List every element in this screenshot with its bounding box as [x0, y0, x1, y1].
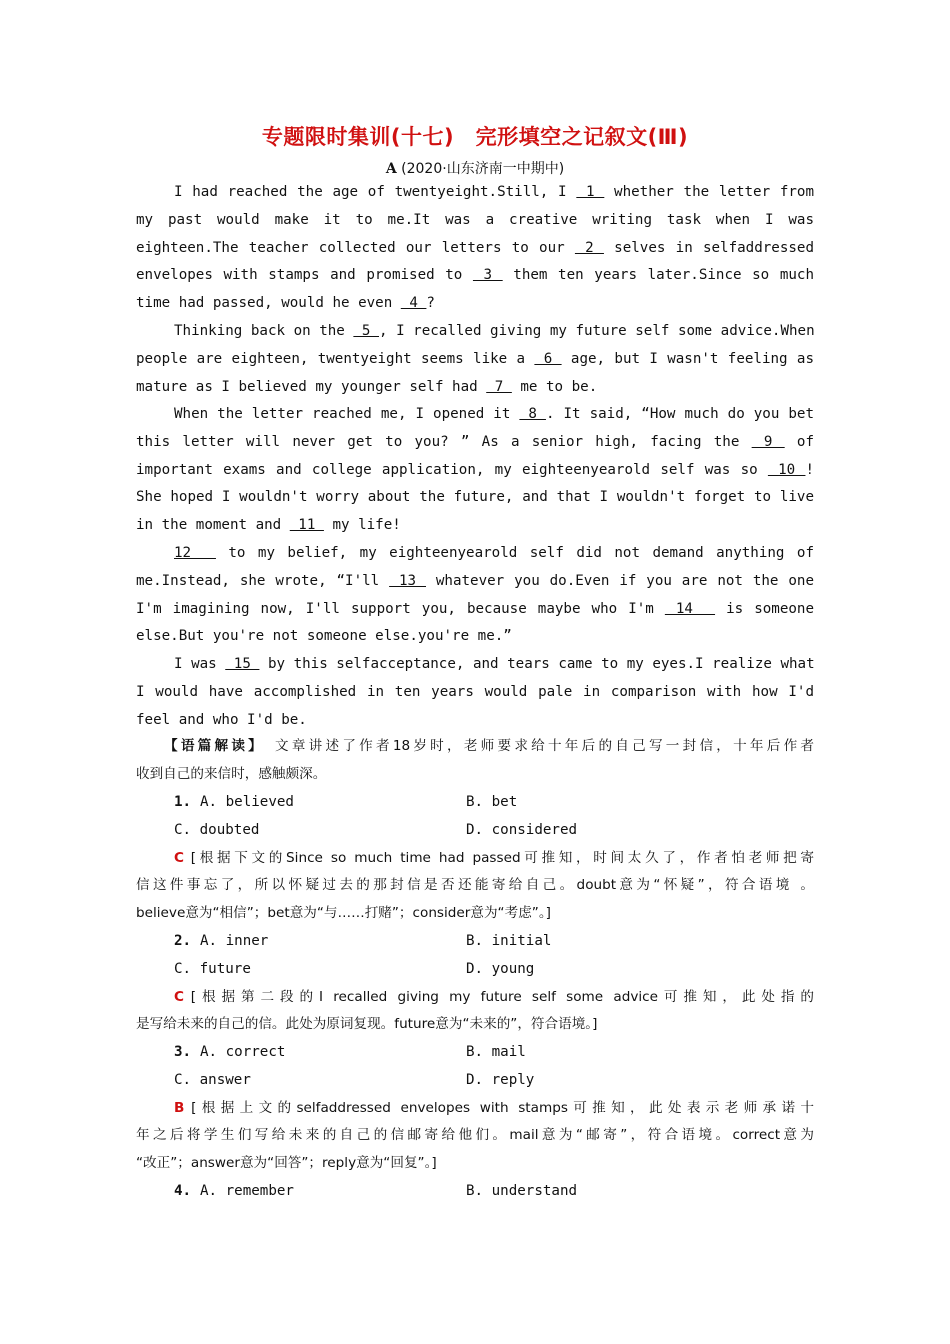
answer-letter: C	[174, 850, 184, 866]
option: D. reply	[466, 1071, 535, 1088]
blank-number: 11	[289, 517, 324, 533]
passage-p5-line-2: I would have accomplished in ten years would pale in comparison with how I'd	[136, 684, 814, 700]
blank-number: 13	[389, 573, 426, 589]
passage-source	[0, 158, 950, 178]
passage-source-text: (2020·山东济南一中期中)	[401, 161, 565, 177]
option: C. doubted	[174, 821, 260, 838]
option: B. mail	[466, 1044, 526, 1060]
explanation-line: “改正”；answer意为“回答”；reply意为“回复”。]	[136, 1155, 437, 1171]
analysis-label: 【语篇解读】	[164, 738, 265, 754]
passage-p2-line-2: people are eighteen, twentyeight seems like a 6 age, but I wasn't feeling as	[136, 351, 814, 367]
option: B. understand	[466, 1183, 578, 1199]
passage-p3-line-2: this letter will never get to you? ” As a senior high, facing the 9 of	[136, 434, 815, 450]
passage-p1-line-1: I had reached the age of twentyeight.Still, I 1 whether the letter from	[174, 184, 815, 200]
question-number: 4.	[174, 1183, 192, 1199]
blank-number: 14	[664, 601, 716, 617]
passage-p5-line-1: I was 15 by this selfacceptance, and tears came to my eyes.I realize what	[174, 656, 815, 672]
explanation-line: believe意为“相信”；bet意为“与……打赌”；consider意为“考虑”。]	[136, 905, 551, 921]
option: A. believed	[200, 794, 294, 810]
option: A. remember	[200, 1183, 294, 1199]
option: A. inner	[200, 933, 269, 949]
option: D. young	[466, 960, 535, 977]
blank-number: 7	[486, 379, 512, 395]
blank-number: 5	[353, 323, 379, 339]
answer-letter: B	[174, 1100, 185, 1116]
explanation-line: C [根据第二段的I recalled giving my future self some advice可推知，此处指的	[174, 989, 814, 1005]
explanation-line: B [根据上文的selfaddressed envelopes with stamps可推知，此处表示老师承诺十	[174, 1100, 814, 1116]
option: B. bet	[466, 794, 518, 810]
blank-number: 6	[534, 351, 562, 367]
blank-number: 9	[751, 434, 785, 450]
page-title: 专题限时集训(十七) 完形填空之记叙文(Ⅲ)	[261, 125, 689, 149]
blank-number: 10	[767, 462, 806, 478]
passage-p4-line-4: else.But you're not someone else.you're me.”	[136, 628, 512, 644]
question-number: 1.	[174, 794, 192, 810]
passage-label: A	[385, 161, 397, 177]
option: B. initial	[466, 933, 552, 949]
option: D. considered	[466, 821, 578, 838]
passage-p1-line-5: time had passed, would he even 4 ?	[136, 295, 435, 311]
passage-p3-line-5: in the moment and 11 my life!	[136, 517, 401, 533]
question-number: 3.	[174, 1044, 192, 1060]
passage-p2-line-3: mature as I believed my younger self had 7 me to be.	[136, 379, 598, 395]
blank-number: 4	[400, 295, 427, 311]
question-number: 2.	[174, 933, 192, 949]
passage-p4-line-1: 12 to my belief, my eighteenyearold self did not demand anything of	[174, 545, 814, 561]
explanation-line: 年之后将学生们写给未来的自己的信邮寄给他们。mail意为“邮寄”，符合语境。correct意为	[136, 1127, 814, 1143]
passage-p4-line-2: me.Instead, she wrote, “I'll 13 whatever you do.Even if you are not the one	[136, 573, 814, 589]
passage-p3-line-3: important exams and college application, my eighteenyearold self was so 10 !	[136, 462, 814, 478]
passage-p4-line-3: I'm imagining now, I'll support you, because maybe who I'm 14 is someone	[136, 601, 814, 617]
option: A. correct	[200, 1044, 286, 1060]
blank-number: 8	[519, 406, 546, 422]
passage-p1-line-4: envelopes with stamps and promised to 3 them ten years later.Since so much	[136, 267, 814, 283]
passage-p5-line-3: feel and who I'd be.	[136, 712, 307, 728]
passage-p3-line-1: When the letter reached me, I opened it 8 . It said, “How much do you bet	[174, 406, 814, 422]
analysis-line-2: 收到自己的来信时，感触颇深。	[136, 766, 327, 782]
analysis-line-1	[164, 736, 814, 756]
option: C. answer	[174, 1071, 251, 1088]
answer-letter: C	[174, 989, 184, 1005]
explanation-line: 信这件事忘了，所以怀疑过去的那封信是否还能寄给自己。doubt意为“怀疑”，符合语境 。	[136, 877, 814, 893]
blank-number: 2	[574, 240, 604, 256]
explanation-line: 是写给未来的自己的信。此处为原词复现。future意为“未来的”，符合语境。]	[136, 1016, 598, 1032]
analysis-text: 文章讲述了作者18岁时，老师要求给十年后的自己写一封信，十年后作者	[264, 738, 815, 754]
option: C. future	[174, 960, 251, 977]
blank-number: 12	[174, 545, 216, 561]
blank-number: 1	[576, 184, 605, 200]
explanation-line: C [根据下文的Since so much time had passed可推知，时间太久了，作者怕老师把寄	[174, 850, 814, 866]
passage-p1-line-2: my past would make it to me.It was a creative writing task when I was	[136, 212, 814, 228]
blank-number: 3	[472, 267, 503, 283]
blank-number: 15	[225, 656, 260, 672]
passage-p3-line-4: She hoped I wouldn't worry about the future, and that I wouldn't forget to live	[136, 489, 814, 505]
passage-p2-line-1: Thinking back on the 5 , I recalled giving my future self some advice.When	[174, 323, 815, 339]
passage-p1-line-3: eighteen.The teacher collected our letters to our 2 selves in selfaddressed	[136, 240, 815, 256]
